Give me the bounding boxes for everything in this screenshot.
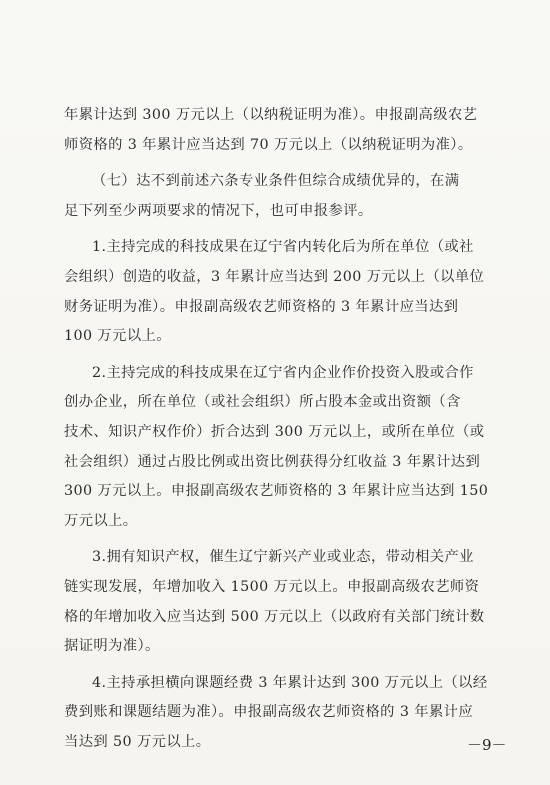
text-line: 300 万元以上。申报副高级农艺师资格的 3 年累计应当达到 150 (64, 483, 489, 500)
text-line: 格的年增加收入应当达到 500 万元以上（以政府有关部门统计数 (64, 608, 485, 625)
paragraph-gap (64, 536, 500, 543)
text-line: 链实现发展，年增加收入 1500 万元以上。申报副高级农艺师资 (64, 578, 480, 595)
paragraph-gap (64, 352, 500, 359)
text-line: 年累计达到 300 万元以上（以纳税证明为准）。申报副高级农艺 (64, 107, 478, 123)
paragraph-gap (64, 226, 500, 233)
document-body (64, 101, 500, 757)
text-line: 据证明为准）。 (64, 638, 160, 655)
text-line: 100 万元以上。 (64, 328, 171, 345)
text-line: 费到账和课题结题为准）。申报副高级农艺师资格的 3 年累计应 (64, 704, 474, 721)
text-line: 师资格的 3 年累计应当达到 70 万元以上（以纳税证明为准）。 (64, 136, 473, 153)
text-line: 技术、知识产权作价）折合达到 300 万元以上，或所在单位（或 (64, 423, 485, 440)
text-line: 会组织）创造的收益，3 年累计应当达到 200 万元以上（以单位 (64, 268, 485, 285)
section-heading-line: （七）达不到前述六条专业条件但综合成绩优异的，在满 (92, 173, 460, 190)
text-line: 万元以上。 (64, 512, 138, 529)
item-4-line: 4.主持承担横向课题经费 3 年累计达到 300 万元以上（以经 (92, 674, 488, 691)
text-line: 社会组织）通过占股比例或出资比例获得分红收益 3 年累计达到 (64, 453, 481, 470)
text-line: 足下列至少两项要求的情况下，也可申报参评。 (64, 202, 373, 219)
paragraph-gap (64, 160, 500, 167)
text-line: 创办企业，所在单位（或社会组织）所占股本金或出资额（含 (64, 394, 461, 411)
item-2-line: 2.主持完成的科技成果在辽宁省内企业作价投资入股或合作 (92, 364, 474, 381)
page-number: －9－ (467, 736, 507, 754)
item-1-line: 1.主持完成的科技成果在辽宁省内转化后为所在单位（或社 (92, 239, 474, 256)
text-line: 财务证明为准）。申报副高级农艺师资格的 3 年累计应当达到 (64, 298, 459, 315)
text-line: 当达到 50 万元以上。 (64, 733, 211, 750)
item-3-line: 3.拥有知识产权，催生辽宁新兴产业或业态，带动相关产业 (92, 549, 474, 566)
paragraph-gap (64, 662, 500, 669)
